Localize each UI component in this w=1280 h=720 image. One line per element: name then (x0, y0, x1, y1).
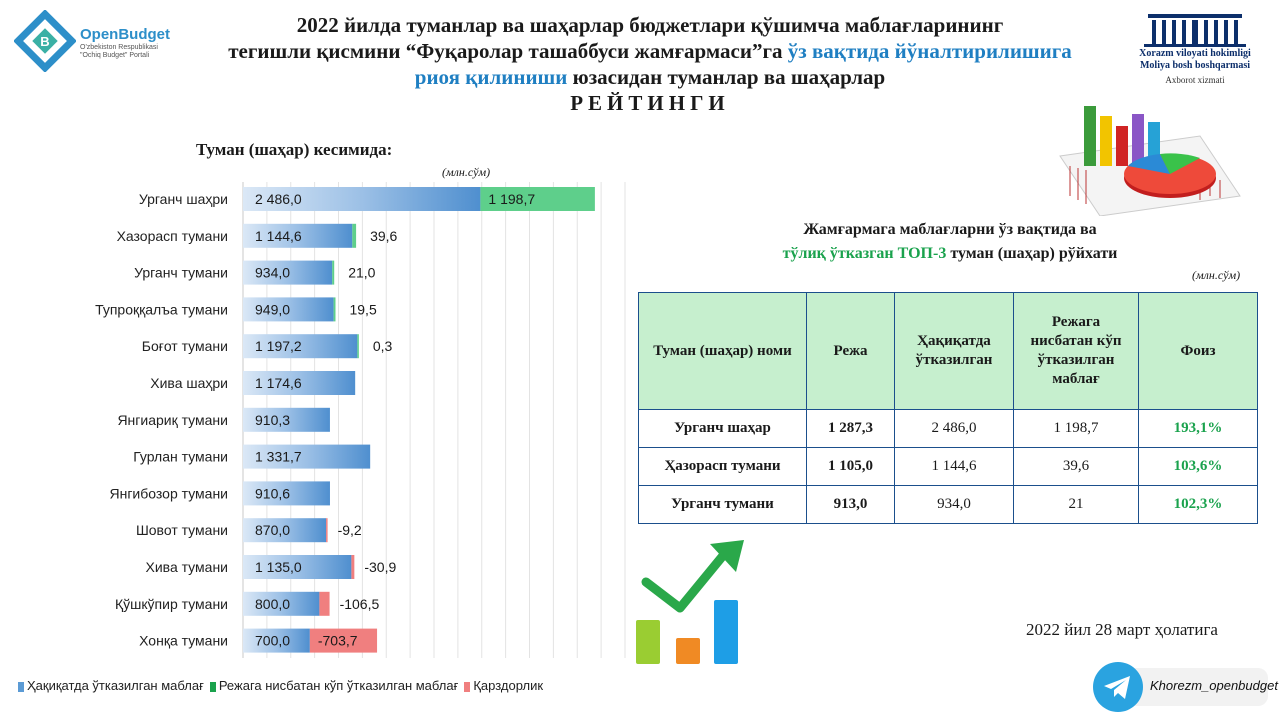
cell-name: Урганч тумани (639, 486, 807, 524)
legend-swatch-actual (18, 682, 24, 692)
telegram-badge[interactable] (1092, 660, 1278, 714)
telegram-icon (1092, 661, 1144, 713)
category-label: Гурлан тумани (133, 448, 228, 465)
logo-subtitle (80, 44, 190, 60)
category-label: Хива тумани (145, 559, 228, 575)
category-label: Хонқа тумани (139, 632, 228, 649)
bar-over (357, 334, 359, 358)
legend-swatch-debt (464, 682, 470, 692)
logo-sub2: "Ochiq Budget" Portali (80, 52, 150, 59)
legend-label-actual: Ҳақиқатда ўтказилган маблағ (27, 678, 204, 693)
cell-actual: 2 486,0 (895, 410, 1014, 448)
data-label-actual: 910,3 (255, 411, 291, 428)
title-line2-a: тегишли қисмини “Фуқаролар ташаббуси жамғармаси”га (228, 39, 788, 63)
category-label: Шовот тумани (135, 522, 228, 539)
logo-sub1: O'zbekiston Respublikasi (80, 44, 158, 51)
data-label-actual: 934,0 (255, 264, 291, 281)
growth-chart-icon (630, 538, 750, 668)
org-line2: Moliya bosh boshqarmasi (1139, 60, 1251, 71)
top3-heading-green: тўлиқ ўтказган ТОП-3 (782, 245, 947, 262)
openbudget-logo-icon (14, 10, 76, 72)
bar-chart (0, 176, 640, 666)
data-label-over: 19,5 (349, 301, 377, 318)
cell-actual: 934,0 (895, 486, 1014, 524)
category-label: Тупроққалъа тумани (95, 301, 228, 318)
bar-debt (319, 592, 329, 616)
legend-item-over (210, 678, 459, 693)
data-label-actual: 1 197,2 (255, 338, 302, 355)
data-label-actual: 1 144,6 (255, 227, 302, 244)
cell-name: Ҳазорасп тумани (639, 448, 807, 486)
col-header-name: Туман (шаҳар) номи (639, 293, 807, 410)
bar-over (352, 224, 356, 248)
cell-over: 1 198,7 (1014, 410, 1139, 448)
col-header-pct: Фоиз (1139, 293, 1258, 410)
data-label-over: 0,3 (372, 338, 393, 355)
chart-legend (18, 678, 543, 693)
table-row (639, 448, 1258, 486)
data-label-actual: 1 135,0 (255, 559, 302, 575)
category-label: Хива шаҳри (150, 375, 228, 391)
data-label-debt: -9,2 (337, 522, 362, 539)
pie-chart-clipart-icon (1050, 96, 1250, 216)
bar-over (332, 261, 334, 285)
data-label-actual: 1 331,7 (255, 448, 302, 465)
data-label-actual: 910,6 (255, 485, 291, 502)
data-label-actual: 2 486,0 (255, 191, 302, 207)
title-line1: 2022 йилда туманлар ва шаҳарлар бюджетлари қўшимча маблағларининг (296, 13, 1004, 37)
table-row (639, 486, 1258, 524)
data-label-over: 21,0 (348, 264, 376, 281)
bar-debt (326, 518, 328, 542)
category-label: Урганч шаҳри (138, 191, 228, 207)
data-label-debt: -703,7 (317, 632, 358, 649)
building-icon (1120, 8, 1270, 48)
bar-debt (351, 555, 354, 579)
col-header-plan: Режа (807, 293, 895, 410)
legend-item-debt (464, 678, 543, 693)
logo-brand: OpenBudget (80, 26, 170, 43)
table-unit-label: (млн.сўм) (1192, 268, 1241, 282)
category-label: Хазорасп тумани (116, 227, 228, 244)
legend-label-over: Режага нисбатан кўп ўтказилган маблағ (218, 678, 459, 693)
title-line4: РЕЙТИНГИ (570, 91, 730, 115)
category-label: Боғот тумани (141, 338, 228, 355)
bars (95, 187, 595, 653)
data-label-debt: -106,5 (339, 595, 380, 612)
title-line3-a: риоя қилиниши (414, 65, 568, 89)
title-line2-b: ўз вақтида йўналтирилишига (787, 39, 1072, 63)
title-line3 (190, 64, 1110, 90)
chart-heading: Туман (шаҳар) кесимида: (196, 140, 393, 159)
org-line1: Xorazm viloyati hokimligi (1139, 48, 1251, 59)
top3-heading-rest: туман (шаҳар) рўйхати (946, 245, 1118, 262)
cell-plan: 1 105,0 (807, 448, 895, 486)
chart-unit-label: (млн.сўм) (442, 165, 491, 179)
title-line3-b: юзасидан туманлар ва шаҳарлар (567, 65, 886, 89)
data-label-over: 39,6 (370, 227, 398, 244)
data-label-actual: 870,0 (255, 522, 291, 539)
org-logo (1120, 8, 1270, 85)
col-header-actual: Ҳақиқатда ўтказилган (895, 293, 1014, 410)
cell-plan: 913,0 (807, 486, 895, 524)
data-label-actual: 800,0 (255, 595, 291, 612)
top3-table (638, 292, 1258, 524)
top3-heading-line1: Жамғармага маблағларни ўз вақтида ва (803, 221, 1097, 238)
cell-pct: 102,3% (1139, 486, 1258, 524)
category-label: Қўшкўпир тумани (115, 595, 228, 612)
cell-pct: 103,6% (1139, 448, 1258, 486)
table-header-row (639, 293, 1258, 410)
openbudget-logo (14, 10, 194, 74)
table-row (639, 410, 1258, 448)
legend-item-actual (18, 678, 204, 693)
data-label-over: 1 198,7 (488, 191, 536, 207)
cell-name: Урганч шаҳар (639, 410, 807, 448)
telegram-handle: Khorezm_openbudget (1150, 678, 1278, 693)
cell-plan: 1 287,3 (807, 410, 895, 448)
top3-heading (640, 218, 1260, 266)
legend-swatch-over (210, 682, 216, 692)
category-label: Янгиариқ тумани (117, 411, 228, 428)
top3-heading-line2 (640, 242, 1260, 266)
category-label: Янгибозор тумани (109, 485, 228, 502)
data-label-actual: 949,0 (255, 301, 291, 318)
cell-over: 21 (1014, 486, 1139, 524)
legend-label-debt: Қарздорлик (473, 678, 544, 693)
cell-actual: 1 144,6 (895, 448, 1014, 486)
data-label-actual: 700,0 (255, 632, 291, 649)
cell-pct: 193,1% (1139, 410, 1258, 448)
org-line3: Axborot xizmati (1165, 75, 1225, 85)
data-label-debt: -30,9 (364, 559, 397, 575)
title-line2 (190, 38, 1110, 64)
bar-over (334, 297, 336, 321)
date-note: 2022 йил 28 март ҳолатига (1026, 620, 1218, 639)
data-label-actual: 1 174,6 (255, 375, 302, 391)
svg-text:B: B (40, 34, 50, 49)
page-title (190, 12, 1110, 116)
col-header-over: Режага нисбатан кўп ўтказилган маблағ (1014, 293, 1139, 410)
category-label: Урганч тумани (134, 264, 228, 281)
cell-over: 39,6 (1014, 448, 1139, 486)
